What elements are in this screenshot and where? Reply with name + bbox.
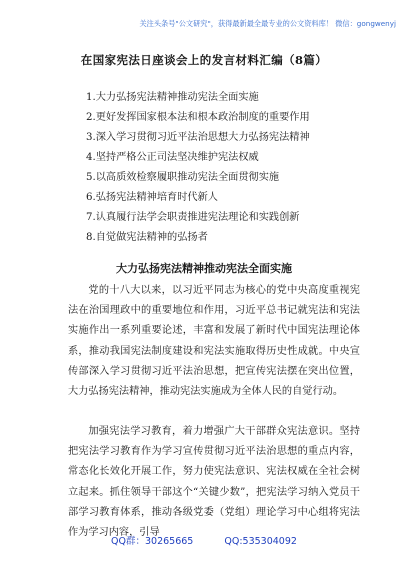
table-of-contents — [86, 88, 310, 248]
toc-item: 7.认真履行法学会职责推进宪法理论和实践创新 — [86, 212, 300, 223]
section-title: 大力弘扬宪法精神推动宪法全面实施 — [116, 262, 292, 275]
toc-item: 3.深入学习贯彻习近平法治思想大力弘扬宪法精神 — [86, 132, 310, 143]
qq-group-number: QQ群：30265665 — [111, 536, 194, 547]
body-paragraph: 党的十八大以来，以习近平同志为核心的党中央高度重视宪法在治国理政中的重要地位和作用，习近平总书记就宪法和宪法实施作出一系列重要论述，丰富和发展了新时代中国宪法理论体系，推动我国宪法制度建设和宪法实施取得历史性成就。中央宣传部深入学习贯彻习近平法治思想，把宣传宪法摆在突出位置，大力弘扬宪法精神，推动宪法实施成为全体人民的自觉行动。 — [68, 285, 360, 398]
toc-item: 5.以高质效检察履职推动宪法全面贯彻实施 — [86, 172, 280, 183]
body-paragraph: 加强宪法学习教育，着力增强广大干部群众宪法意识。坚持把宪法学习教育作为学习宣传贯彻习近平法治思想的重点内容，常态化长效化开展工作，努力使宪法意识、宪法权威在全社会树立起来。抓住领导干部这个“关键少数”，把宪法学习纳入党员干部学习教育体系，推动各级党委（党组）理论学习中心组将宪法作为学习内容，引导 — [68, 426, 360, 539]
toc-item: 6.弘扬宪法精神培育时代新人 — [86, 192, 218, 203]
promo-banner: 关注头条号"公文研究"，获得最新最全最专业的公文资料库！ 微信：gongwenyj — [139, 19, 396, 28]
toc-item: 2.更好发挥国家根本法和根本政治制度的重要作用 — [86, 112, 310, 123]
toc-item: 4.坚持严格公正司法坚决维护宪法权威 — [86, 152, 259, 163]
document-title: 在国家宪法日座谈会上的发言材料汇编（8篇） — [80, 53, 328, 67]
toc-item: 1.大力弘扬宪法精神推动宪法全面实施 — [86, 92, 259, 103]
page-footer — [0, 533, 408, 547]
qq-number: QQ:535304092 — [224, 536, 297, 547]
toc-item: 8.自觉做宪法精神的弘扬者 — [86, 232, 208, 243]
